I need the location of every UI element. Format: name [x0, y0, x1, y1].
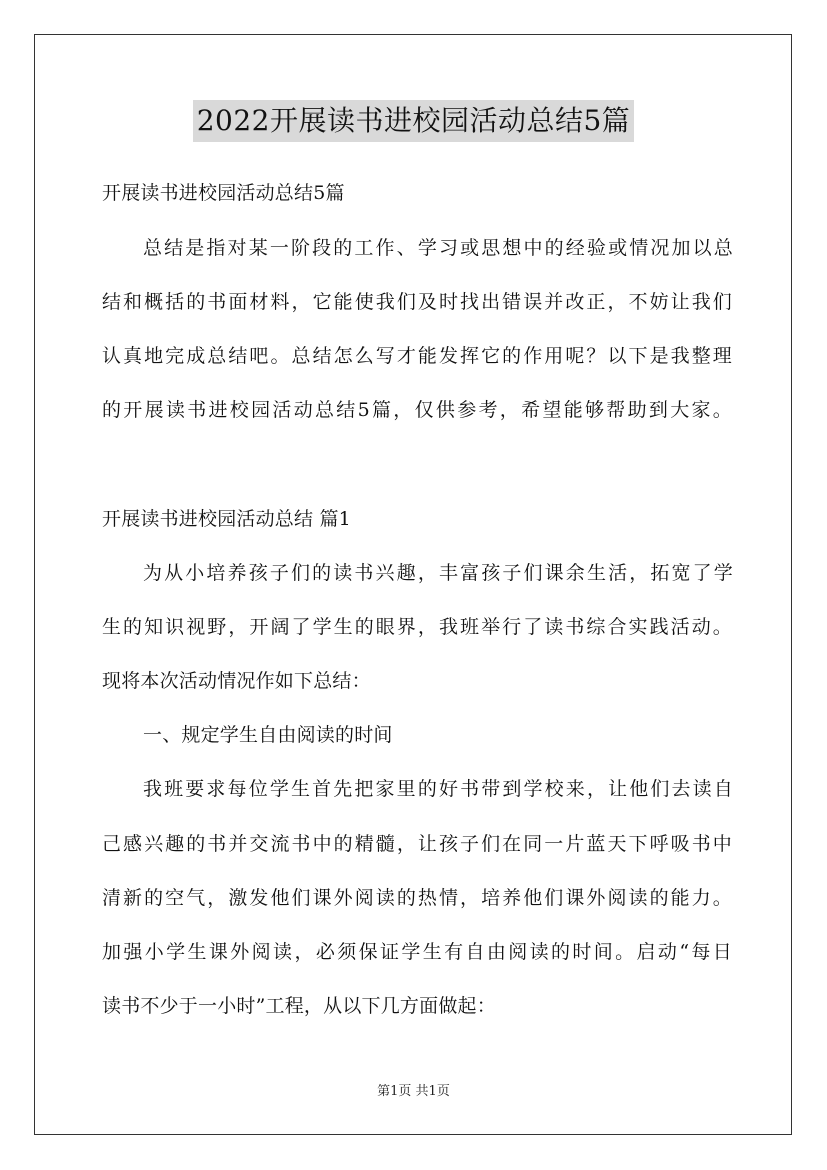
section1-para1-line-2: 生的知识视野，开阔了学生的眼界，我班举行了读书综合实践活动。 [102, 616, 732, 638]
section1-para1-line-1: 为从小培养孩子们的读书兴趣，丰富孩子们课余生活，拓宽了学 [143, 562, 733, 584]
point1-line-2: 己感兴趣的书并交流书中的精髓，让孩子们在同一片蓝天下呼吸书中 [102, 833, 732, 855]
point1-heading: 一、规定学生自由阅读的时间 [143, 724, 393, 746]
point1-line-5: 读书不少于一小时”工程，从以下几方面做起： [102, 995, 496, 1017]
intro-line-1: 总结是指对某一阶段的工作、学习或思想中的经验或情况加以总 [143, 237, 733, 259]
point1-line-1: 我班要求每位学生首先把家里的好书带到学校来，让他们去读自 [143, 778, 733, 800]
document-title: 2022开展读书进校园活动总结5篇 [193, 100, 635, 142]
point1-line-3: 清新的空气，激发他们课外阅读的热情，培养他们课外阅读的能力。 [102, 887, 732, 909]
intro-line-4: 的开展读书进校园活动总结5篇，仅供参考，希望能够帮助到大家。 [102, 399, 732, 421]
document-subtitle: 开展读书进校园活动总结5篇 [102, 182, 345, 204]
section1-heading: 开展读书进校园活动总结 篇1 [102, 508, 351, 530]
intro-line-2: 结和概括的书面材料，它能使我们及时找出错误并改正，不妨让我们 [102, 291, 732, 313]
page-number-footer: 第1页 共1页 [377, 1084, 450, 1099]
section1-para1-line-3: 现将本次活动情况作如下总结： [102, 670, 371, 692]
point1-line-4: 加强小学生课外阅读，必须保证学生有自由阅读的时间。启动“每日 [102, 941, 732, 963]
intro-line-3: 认真地完成总结吧。总结怎么写才能发挥它的作用呢？以下是我整理 [102, 345, 732, 367]
title-container [0, 100, 827, 142]
